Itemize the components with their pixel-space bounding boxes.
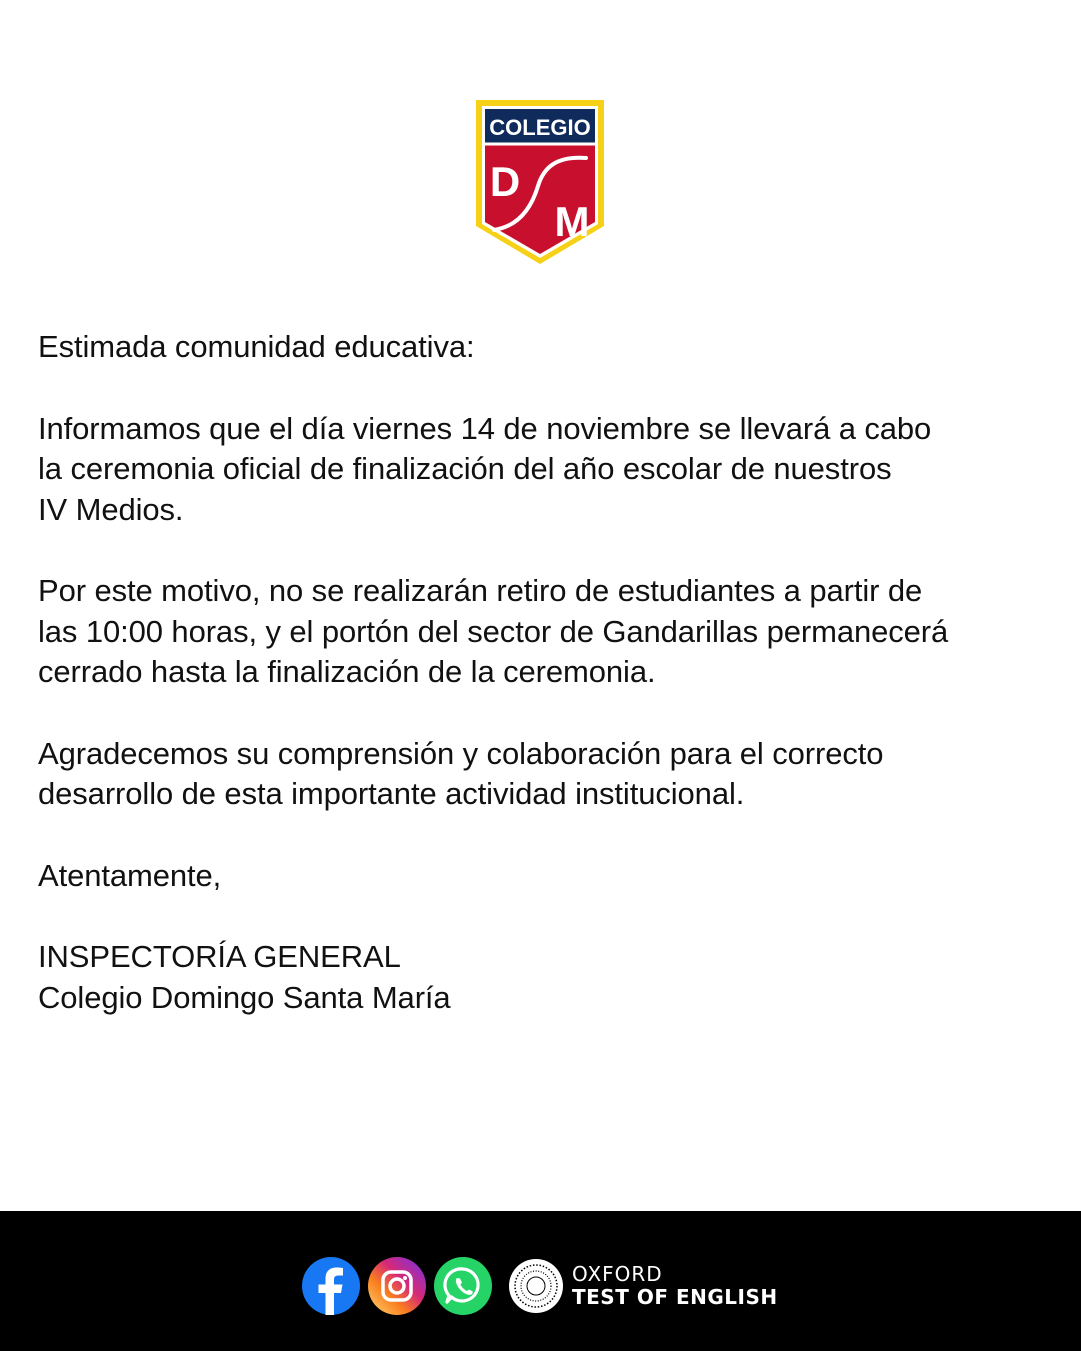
paragraph-line: Por este motivo, no se realizarán retiro de estudiantes a partir de [38, 573, 923, 608]
crest-letter-d: D [489, 158, 521, 205]
paragraph-ceremony [38, 409, 1058, 531]
instagram-icon[interactable] [368, 1257, 426, 1315]
paragraph-thanks [38, 734, 1058, 815]
paragraph-line: desarrollo de esta importante actividad institucional. [38, 776, 745, 811]
paragraph-line: cerrado hasta la finalización de la ceremonia. [38, 654, 656, 689]
paragraph-line: Agradecemos su comprensión y colaboración para el correcto [38, 735, 884, 771]
announcement-letter [38, 327, 1058, 1018]
signature-department: INSPECTORÍA GENERAL [38, 939, 401, 974]
paragraph-pickup-notice [38, 571, 1058, 693]
oxford-test-of-english-logo [572, 1263, 778, 1309]
paragraph-line: Informamos que el día viernes 14 de noviembre se llevará a cabo [38, 410, 932, 446]
signature [38, 937, 1058, 1018]
crest-letter-m: M [554, 198, 590, 245]
school-crest-logo [474, 98, 606, 266]
greeting: Estimada comunidad educativa: [38, 329, 475, 364]
paragraph-line: IV Medios. [38, 491, 184, 527]
facebook-icon[interactable] [302, 1257, 360, 1315]
crest-top-text: COLEGIO [489, 115, 591, 140]
closing: Atentamente, [38, 857, 222, 893]
oxford-seal-icon [508, 1258, 564, 1314]
oxford-text-line1: OXFORD [572, 1262, 663, 1286]
signature-school: Colegio Domingo Santa María [38, 979, 451, 1015]
whatsapp-icon[interactable] [434, 1257, 492, 1315]
paragraph-line: la ceremonia oficial de finalización del año escolar de nuestros [38, 451, 892, 486]
paragraph-line: las 10:00 horas, y el portón del sector de Gandarillas permanecerá [38, 613, 949, 649]
oxford-text-line2: TEST OF ENGLISH [572, 1285, 778, 1309]
